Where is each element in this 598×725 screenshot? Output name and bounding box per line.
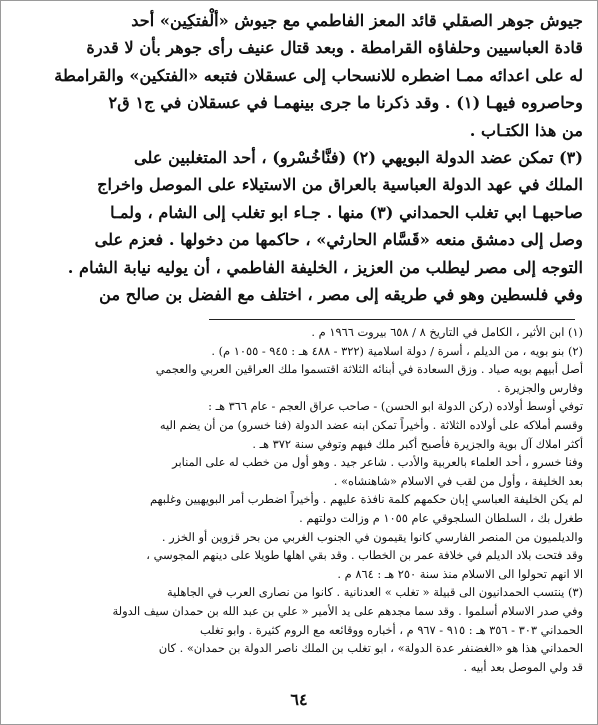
text-line: قادة العباسيين وحلفاؤه القرامطة . وبعد قتال عنيف رأى جوهر بأن لا قدرة <box>86 38 583 58</box>
footnote-line: (٣) ينتسب الحمدانيون الى قبيلة « تغلب » العدنانية . كانوا من نصارى العرب في الجاهلية <box>167 585 583 600</box>
text-line: (٣) تمكن عضد الدولة البويهي (٢) (فنَّاخُسْرو) ، أحد المتغلبين على <box>134 148 583 168</box>
footnote-line: طغرل بك ، السلطان السلجوقي عام ١٠٥٥ م وزالت دولتهم . <box>299 510 583 525</box>
text-line: وفي فلسطين وهو في طريقه إلى مصر ، اختلف مع الفضل بن صالح من <box>99 285 583 305</box>
footnote-line: وفنا خسرو ، أحد العلماء بالعربية والأدب . شاعر جيد . وهو أول من خطب له على المنابر <box>172 455 583 470</box>
footnote-line: الا انهم تحولوا الى الاسلام منذ سنة ٢٥٠ هـ : ٨٦٤ م . <box>337 566 583 581</box>
text-line: صاحبهـا ابي تغلب الحمداني (٣) منها . جـاء ابو تغلب إلى الشام ، ولمـا <box>110 202 583 222</box>
footnote-line: توفي أوسط أولاده (ركن الدولة ابو الحسن) - صاحب عراق العجم - عام ٣٦٦ هـ : <box>208 399 583 414</box>
footnote-line: الحمداني ٣٠٣ - ٣٥٦ هـ : ٩١٥ - ٩٦٧ م ، أخباره ووقائعه مع الروم كثيرة . وابو تغلب <box>199 622 583 637</box>
footnote-line: بعد الخليفة ، وأول من لقب في الاسلام «شاهنشاه» . <box>333 473 583 488</box>
footnote-line: وقد فتحت بلاد الديلم في خلافة عمر بن الخطاب . وقد بقي اهلها طويلا على دينهم المجوسي ، <box>146 548 583 563</box>
footnote-line: وفي صدر الاسلام أسلموا . وقد سما مجدهم على يد الأمير « علي بن عبد الله بن حمدان سيف الدولة <box>112 603 583 618</box>
footnote-line: لم يكن الخليفة العباسي إبان حكمهم كلمة نافذة عليهم . وأخيراً اضطرب أمر البويهيين وغلبهم <box>149 492 583 507</box>
footnote-line: وفارس والجزيرة . <box>497 380 583 395</box>
text-line: التوجه إلى مصر ليطلب من العزيز ، الخليفة الفاطمي ، أن يوليه نيابة الشام . <box>67 257 583 277</box>
footnote-divider <box>209 319 575 320</box>
footnote-line: أصل أبيهم بويه صياد . وزق السعادة في أبنائه الثلاثة اقتسموا ملك العراقين العربي والعجمي <box>155 362 583 377</box>
text-line: وصل إلى دمشق منعه «قَسَّام الحارثي» ، حاكمها من دخولها . فعزم على <box>94 230 583 250</box>
text-line: جيوش جوهر الصقلي قائد المعز الفاطمي مع جيوش «ألْفتكِين» أحد <box>131 11 583 30</box>
text-line: له على اعدائه ممـا اضطره للانسحاب إلى عسقلان فتبعه «الفتكين» والقرامطة <box>54 65 583 85</box>
footnote-line: وقسم أملاكه على أولاده الثلاثة . وأخيراً تمكن ابنه عضد الدولة (فنا خسرو) من أن يضم اليه <box>159 417 583 432</box>
footnotes <box>15 323 583 676</box>
footnote-line: قد ولي الموصل بعد أبيه . <box>463 659 583 674</box>
footnote-line: (١) ابن الأثير ، الكامل في التاريخ ٨ / ٦٥٨ بيروت ١٩٦٦ م . <box>311 325 583 339</box>
footnote-line: الحمداني هذا هو «الغضنفر عدة الدولة» ، ابو تغلب بن الملك ناصر الدولة بن حمدان» . كان <box>158 641 583 656</box>
text-line: وحاصروه فيهـا (١) . وقد ذكرنا ما جرى بينهمـا في عسقلان في ج١ ق٢ <box>108 93 583 113</box>
text-line: من هذا الكتـاب . <box>469 120 583 140</box>
footnote-line: (٢) بنو بويه ، من الديلم ، أسرة / دولة اسلامية (٣٢٢ - ٤٨٨ هـ : ٩٤٥ - ١٠٥٥ م) . <box>211 343 583 358</box>
footnote-line: والديلميون من المنصر الفارسي كانوا يقيمون في الجنوب الغربي من بحر قزوين أو الخزر . <box>161 529 583 544</box>
main-text <box>15 7 583 308</box>
footnote-line: أكثر املاك آل بوية والجزيرة فأصبح أكبر ملك فيهم وتوفي سنة ٣٧٢ هـ . <box>252 436 583 451</box>
page-number: ٦٤ <box>290 690 308 709</box>
text-line: الملك في عهد الدولة العباسية بالعراق من الاستيلاء على الموصل واخراج <box>97 175 583 195</box>
